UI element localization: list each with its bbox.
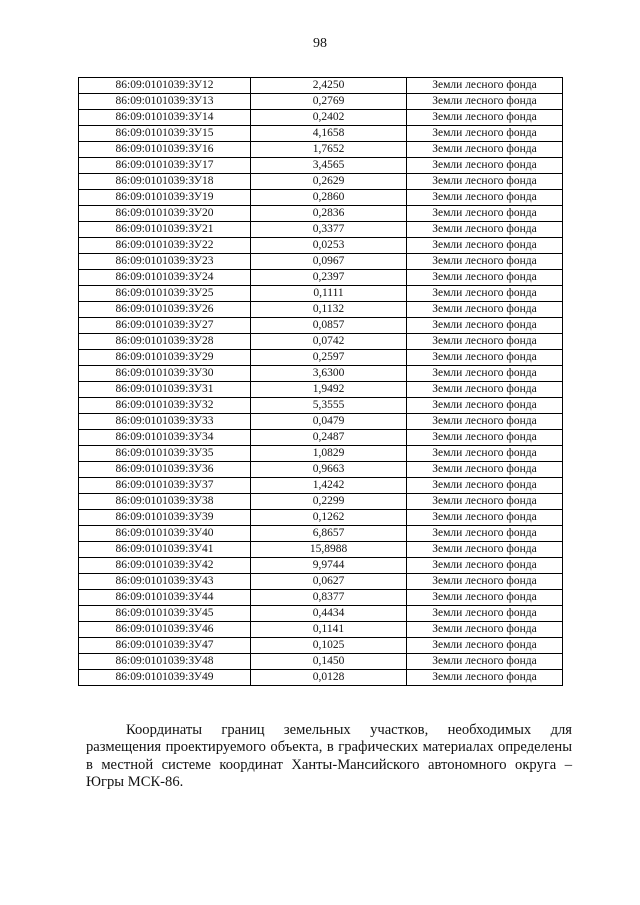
area-cell: 0,0742 xyxy=(251,334,407,350)
table-body xyxy=(79,78,563,686)
cadastral-number-cell: 86:09:0101039:ЗУ15 xyxy=(79,126,251,142)
land-category-cell: Земли лесного фонда xyxy=(407,462,563,478)
area-cell: 9,9744 xyxy=(251,558,407,574)
land-category-cell: Земли лесного фонда xyxy=(407,478,563,494)
table-row xyxy=(79,222,563,238)
land-category-cell: Земли лесного фонда xyxy=(407,318,563,334)
land-category-cell: Земли лесного фонда xyxy=(407,638,563,654)
land-category-cell: Земли лесного фонда xyxy=(407,398,563,414)
table-row xyxy=(79,622,563,638)
cadastral-number-cell: 86:09:0101039:ЗУ44 xyxy=(79,590,251,606)
area-cell: 0,3377 xyxy=(251,222,407,238)
land-category-cell: Земли лесного фонда xyxy=(407,174,563,190)
land-category-cell: Земли лесного фонда xyxy=(407,78,563,94)
area-cell: 5,3555 xyxy=(251,398,407,414)
area-cell: 0,2402 xyxy=(251,110,407,126)
land-category-cell: Земли лесного фонда xyxy=(407,94,563,110)
land-category-cell: Земли лесного фонда xyxy=(407,430,563,446)
land-category-cell: Земли лесного фонда xyxy=(407,558,563,574)
table-row xyxy=(79,78,563,94)
land-category-cell: Земли лесного фонда xyxy=(407,606,563,622)
cadastral-number-cell: 86:09:0101039:ЗУ31 xyxy=(79,382,251,398)
table-row xyxy=(79,126,563,142)
land-category-cell: Земли лесного фонда xyxy=(407,366,563,382)
area-cell: 0,0967 xyxy=(251,254,407,270)
area-cell: 0,1141 xyxy=(251,622,407,638)
area-cell: 1,9492 xyxy=(251,382,407,398)
land-category-cell: Земли лесного фонда xyxy=(407,302,563,318)
cadastral-number-cell: 86:09:0101039:ЗУ24 xyxy=(79,270,251,286)
page-number: 98 xyxy=(313,36,327,51)
land-category-cell: Земли лесного фонда xyxy=(407,654,563,670)
table-row xyxy=(79,350,563,366)
cadastral-number-cell: 86:09:0101039:ЗУ18 xyxy=(79,174,251,190)
land-category-cell: Земли лесного фонда xyxy=(407,158,563,174)
land-category-cell: Земли лесного фонда xyxy=(407,510,563,526)
table-row xyxy=(79,366,563,382)
table-row xyxy=(79,158,563,174)
table-row xyxy=(79,110,563,126)
area-cell: 0,2397 xyxy=(251,270,407,286)
cadastral-number-cell: 86:09:0101039:ЗУ26 xyxy=(79,302,251,318)
cadastral-number-cell: 86:09:0101039:ЗУ48 xyxy=(79,654,251,670)
land-category-cell: Земли лесного фонда xyxy=(407,622,563,638)
land-plots-table xyxy=(78,77,563,686)
cadastral-number-cell: 86:09:0101039:ЗУ29 xyxy=(79,350,251,366)
land-category-cell: Земли лесного фонда xyxy=(407,670,563,686)
table-row xyxy=(79,478,563,494)
cadastral-number-cell: 86:09:0101039:ЗУ21 xyxy=(79,222,251,238)
area-cell: 0,0627 xyxy=(251,574,407,590)
table-row xyxy=(79,238,563,254)
cadastral-number-cell: 86:09:0101039:ЗУ19 xyxy=(79,190,251,206)
land-category-cell: Земли лесного фонда xyxy=(407,110,563,126)
cadastral-number-cell: 86:09:0101039:ЗУ38 xyxy=(79,494,251,510)
table-row xyxy=(79,462,563,478)
cadastral-number-cell: 86:09:0101039:ЗУ45 xyxy=(79,606,251,622)
cadastral-number-cell: 86:09:0101039:ЗУ25 xyxy=(79,286,251,302)
table-row xyxy=(79,334,563,350)
area-cell: 1,7652 xyxy=(251,142,407,158)
land-category-cell: Земли лесного фонда xyxy=(407,222,563,238)
area-cell: 0,1132 xyxy=(251,302,407,318)
table-row xyxy=(79,542,563,558)
cadastral-number-cell: 86:09:0101039:ЗУ28 xyxy=(79,334,251,350)
area-cell: 0,2597 xyxy=(251,350,407,366)
area-cell: 3,4565 xyxy=(251,158,407,174)
land-category-cell: Земли лесного фонда xyxy=(407,190,563,206)
land-category-cell: Земли лесного фонда xyxy=(407,334,563,350)
land-category-cell: Земли лесного фонда xyxy=(407,206,563,222)
area-cell: 1,4242 xyxy=(251,478,407,494)
cadastral-number-cell: 86:09:0101039:ЗУ35 xyxy=(79,446,251,462)
land-category-cell: Земли лесного фонда xyxy=(407,254,563,270)
table-row xyxy=(79,254,563,270)
cadastral-number-cell: 86:09:0101039:ЗУ33 xyxy=(79,414,251,430)
area-cell: 0,2487 xyxy=(251,430,407,446)
cadastral-number-cell: 86:09:0101039:ЗУ22 xyxy=(79,238,251,254)
table-row xyxy=(79,446,563,462)
land-plots-table-wrapper xyxy=(78,77,563,686)
area-cell: 0,0857 xyxy=(251,318,407,334)
coordinates-paragraph: Координаты границ земельных участков, необходимых для размещения проектируемого объекта, в графических материалах определены в местной системе координат Ханты-Мансийского автономного округа – Югры МСК-86. xyxy=(86,722,572,791)
area-cell: 0,1450 xyxy=(251,654,407,670)
area-cell: 0,4434 xyxy=(251,606,407,622)
area-cell: 0,2836 xyxy=(251,206,407,222)
cadastral-number-cell: 86:09:0101039:ЗУ27 xyxy=(79,318,251,334)
table-row xyxy=(79,558,563,574)
table-row xyxy=(79,270,563,286)
cadastral-number-cell: 86:09:0101039:ЗУ12 xyxy=(79,78,251,94)
area-cell: 6,8657 xyxy=(251,526,407,542)
area-cell: 0,0128 xyxy=(251,670,407,686)
land-category-cell: Земли лесного фонда xyxy=(407,590,563,606)
cadastral-number-cell: 86:09:0101039:ЗУ34 xyxy=(79,430,251,446)
cadastral-number-cell: 86:09:0101039:ЗУ17 xyxy=(79,158,251,174)
land-category-cell: Земли лесного фонда xyxy=(407,286,563,302)
area-cell: 0,2629 xyxy=(251,174,407,190)
table-row xyxy=(79,638,563,654)
cadastral-number-cell: 86:09:0101039:ЗУ13 xyxy=(79,94,251,110)
cadastral-number-cell: 86:09:0101039:ЗУ40 xyxy=(79,526,251,542)
cadastral-number-cell: 86:09:0101039:ЗУ30 xyxy=(79,366,251,382)
table-row xyxy=(79,526,563,542)
area-cell: 0,1262 xyxy=(251,510,407,526)
table-row xyxy=(79,590,563,606)
cadastral-number-cell: 86:09:0101039:ЗУ20 xyxy=(79,206,251,222)
area-cell: 0,9663 xyxy=(251,462,407,478)
table-row xyxy=(79,606,563,622)
cadastral-number-cell: 86:09:0101039:ЗУ32 xyxy=(79,398,251,414)
cadastral-number-cell: 86:09:0101039:ЗУ23 xyxy=(79,254,251,270)
land-category-cell: Земли лесного фонда xyxy=(407,238,563,254)
table-row xyxy=(79,318,563,334)
area-cell: 0,2860 xyxy=(251,190,407,206)
area-cell: 15,8988 xyxy=(251,542,407,558)
table-row xyxy=(79,414,563,430)
land-category-cell: Земли лесного фонда xyxy=(407,494,563,510)
area-cell: 3,6300 xyxy=(251,366,407,382)
table-row xyxy=(79,510,563,526)
cadastral-number-cell: 86:09:0101039:ЗУ49 xyxy=(79,670,251,686)
cadastral-number-cell: 86:09:0101039:ЗУ43 xyxy=(79,574,251,590)
cadastral-number-cell: 86:09:0101039:ЗУ37 xyxy=(79,478,251,494)
land-category-cell: Земли лесного фонда xyxy=(407,414,563,430)
area-cell: 0,1025 xyxy=(251,638,407,654)
land-category-cell: Земли лесного фонда xyxy=(407,542,563,558)
cadastral-number-cell: 86:09:0101039:ЗУ39 xyxy=(79,510,251,526)
table-row xyxy=(79,302,563,318)
land-category-cell: Земли лесного фонда xyxy=(407,126,563,142)
land-category-cell: Земли лесного фонда xyxy=(407,142,563,158)
cadastral-number-cell: 86:09:0101039:ЗУ14 xyxy=(79,110,251,126)
cadastral-number-cell: 86:09:0101039:ЗУ36 xyxy=(79,462,251,478)
table-row xyxy=(79,174,563,190)
cadastral-number-cell: 86:09:0101039:ЗУ46 xyxy=(79,622,251,638)
table-row xyxy=(79,670,563,686)
table-row xyxy=(79,494,563,510)
area-cell: 0,1111 xyxy=(251,286,407,302)
land-category-cell: Земли лесного фонда xyxy=(407,574,563,590)
land-category-cell: Земли лесного фонда xyxy=(407,526,563,542)
cadastral-number-cell: 86:09:0101039:ЗУ42 xyxy=(79,558,251,574)
table-row xyxy=(79,142,563,158)
cadastral-number-cell: 86:09:0101039:ЗУ16 xyxy=(79,142,251,158)
land-category-cell: Земли лесного фонда xyxy=(407,446,563,462)
table-row xyxy=(79,654,563,670)
area-cell: 0,0479 xyxy=(251,414,407,430)
table-row xyxy=(79,382,563,398)
cadastral-number-cell: 86:09:0101039:ЗУ47 xyxy=(79,638,251,654)
table-row xyxy=(79,286,563,302)
area-cell: 2,4250 xyxy=(251,78,407,94)
table-row xyxy=(79,398,563,414)
cadastral-number-cell: 86:09:0101039:ЗУ41 xyxy=(79,542,251,558)
land-category-cell: Земли лесного фонда xyxy=(407,382,563,398)
area-cell: 0,2299 xyxy=(251,494,407,510)
land-category-cell: Земли лесного фонда xyxy=(407,270,563,286)
area-cell: 1,0829 xyxy=(251,446,407,462)
area-cell: 0,0253 xyxy=(251,238,407,254)
table-row xyxy=(79,94,563,110)
land-category-cell: Земли лесного фонда xyxy=(407,350,563,366)
table-row xyxy=(79,430,563,446)
area-cell: 0,2769 xyxy=(251,94,407,110)
table-row xyxy=(79,190,563,206)
area-cell: 4,1658 xyxy=(251,126,407,142)
area-cell: 0,8377 xyxy=(251,590,407,606)
table-row xyxy=(79,206,563,222)
table-row xyxy=(79,574,563,590)
